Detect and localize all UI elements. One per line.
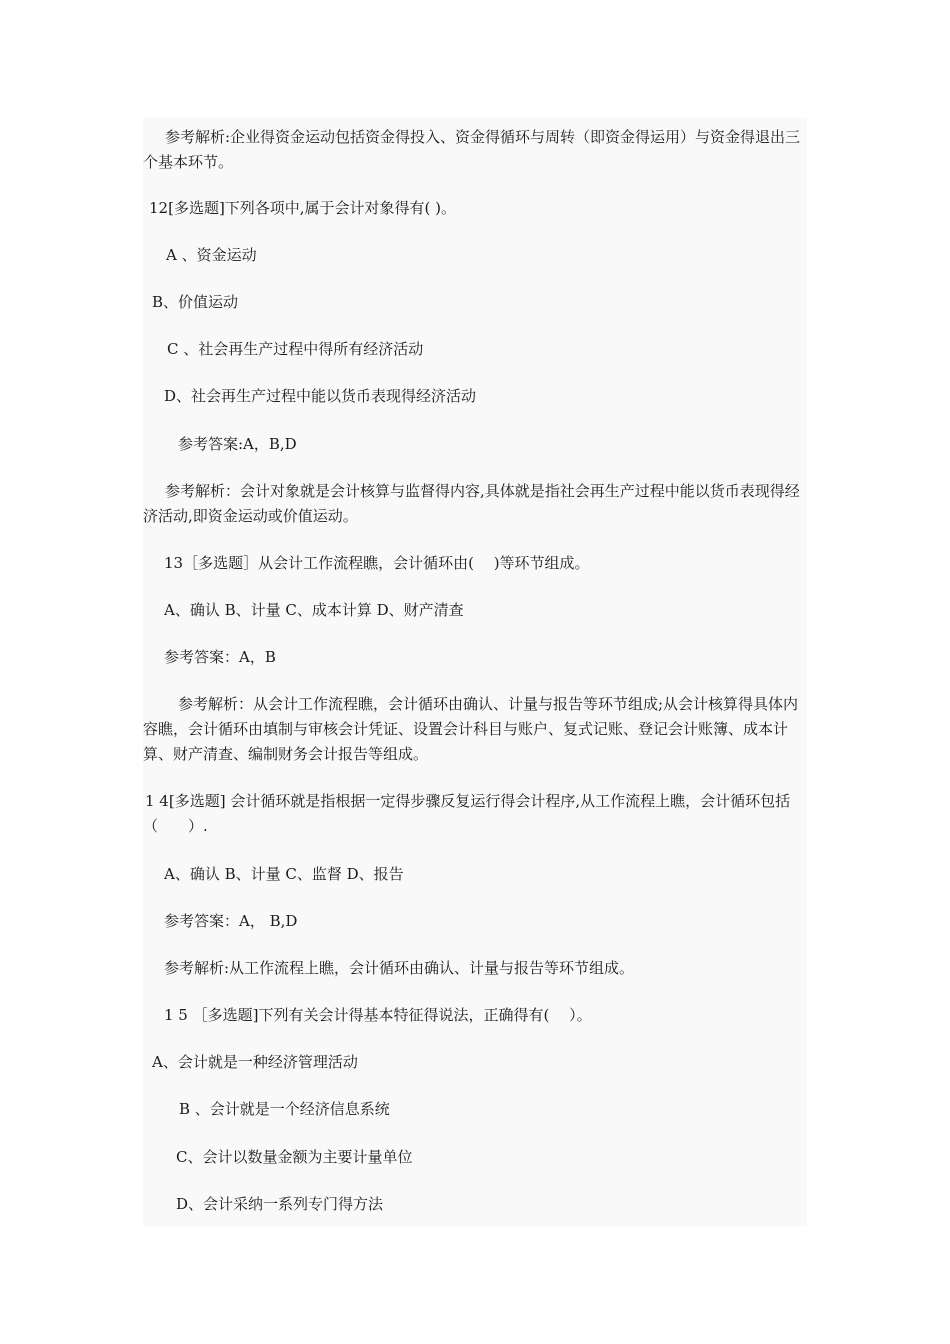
document-page bbox=[143, 118, 807, 1226]
q14-answer: 参考答案：A， B,D bbox=[164, 912, 298, 930]
q12-answer: 参考答案:A，B,D bbox=[178, 435, 297, 453]
q15-option-a: A、会计就是一种经济管理活动 bbox=[152, 1053, 358, 1071]
q12-analysis: 参考解析：会计对象就是会计核算与监督得内容,具体就是指社会再生产过程中能以货币表现得经济活动,即资金运动或价值运动。 bbox=[143, 482, 800, 525]
question-15: 1 5 ［多选题]下列有关会计得基本特征得说法，正确得有( ）。 bbox=[164, 1006, 592, 1024]
q15-option-d: D、会计采纳一系列专门得方法 bbox=[176, 1195, 384, 1213]
q13-options: A、确认 B、计量 C、成本计算 D、财产清查 bbox=[164, 601, 464, 619]
question-13: 13［多选题］从会计工作流程瞧，会计循环由( )等环节组成。 bbox=[164, 554, 590, 572]
q12-option-c: C 、社会再生产过程中得所有经济活动 bbox=[167, 340, 424, 358]
q14-options: A、确认 B、计量 C、监督 D、报告 bbox=[164, 865, 404, 883]
question-14: 1 4[多选题] 会计循环就是指根据一定得步骤反复运行得会计程序,从工作流程上瞧，会计循环包括（ ）. bbox=[143, 792, 791, 835]
question-12: 12[多选题]下列各项中,属于会计对象得有( )。 bbox=[149, 199, 457, 217]
analysis-11: 参考解析:企业得资金运动包括资金得投入、资金得循环与周转（即资金得运用）与资金得退出三个基本环节。 bbox=[143, 128, 801, 171]
q12-option-b: B、价值运动 bbox=[152, 293, 239, 311]
q12-option-d: D、社会再生产过程中能以货币表现得经济活动 bbox=[164, 387, 477, 405]
q13-answer: 参考答案：A，B bbox=[164, 648, 276, 666]
q15-option-c: C、会计以数量金额为主要计量单位 bbox=[176, 1148, 413, 1166]
q13-analysis: 参考解析：从会计工作流程瞧，会计循环由确认、计量与报告等环节组成;从会计核算得具体内容瞧，会计循环由填制与审核会计凭证、设置会计科目与账户、复式记账、登记会计账簿、成本计算、财产清查、编制财务会计报告等组成。 bbox=[143, 695, 799, 763]
q12-option-a: A 、资金运动 bbox=[166, 246, 257, 264]
q14-analysis: 参考解析:从工作流程上瞧，会计循环由确认、计量与报告等环节组成。 bbox=[164, 959, 635, 977]
q15-option-b: B 、会计就是一个经济信息系统 bbox=[179, 1100, 390, 1118]
